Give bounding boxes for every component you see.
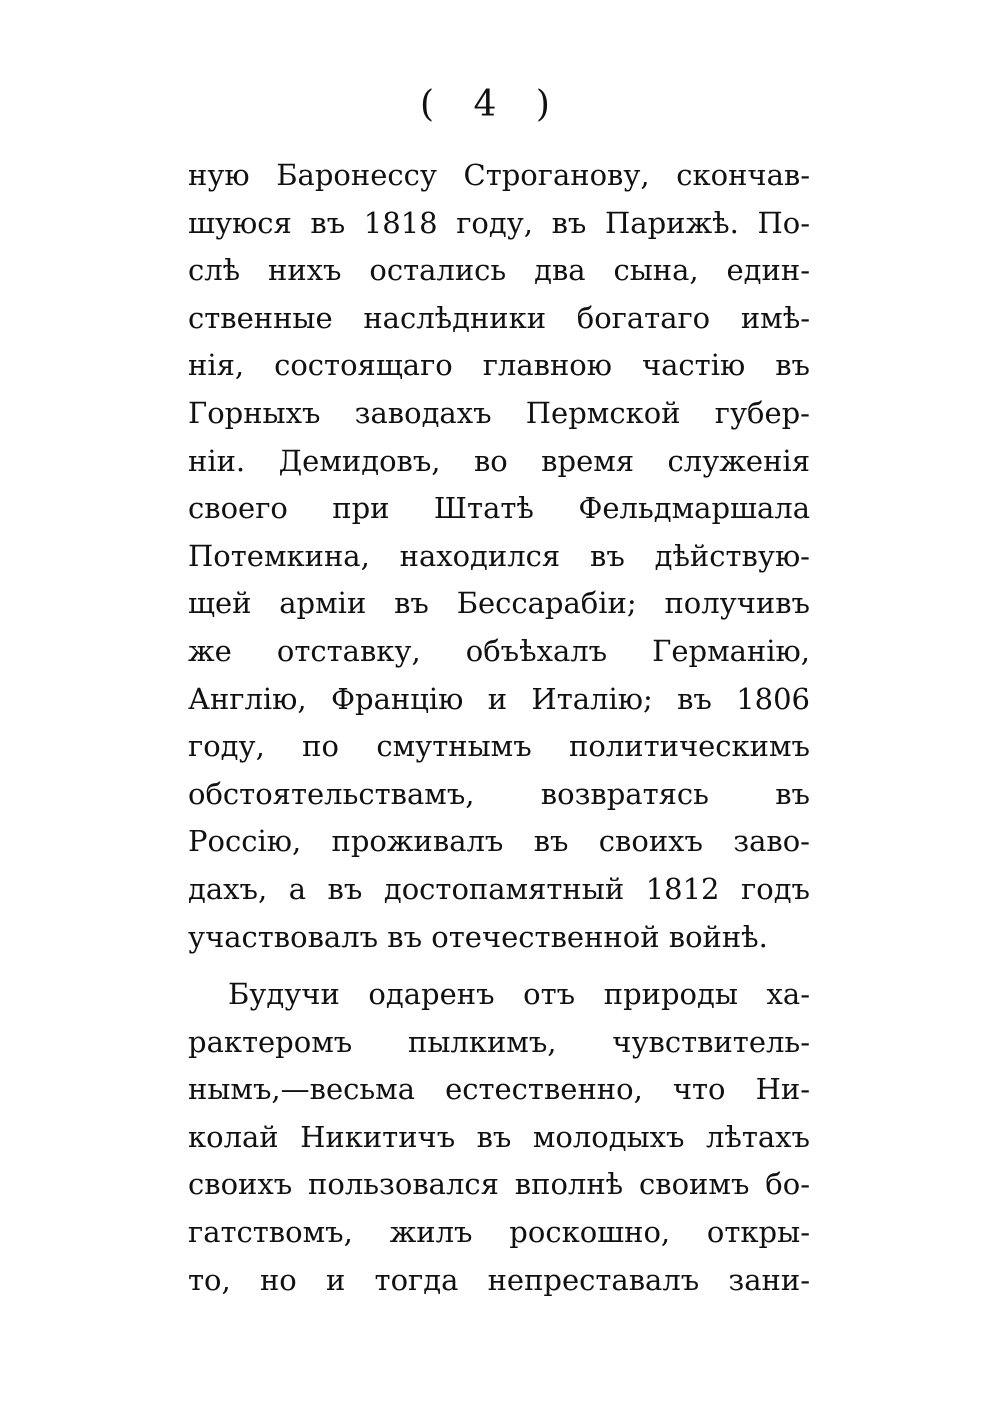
- text-line: гатствомъ, жилъ роскошно, откры-: [188, 1215, 810, 1250]
- text-line: своего при Штатѣ Фельдмаршала: [188, 491, 810, 526]
- text-line: Англію, Францію и Италію; въ 1806: [188, 681, 810, 716]
- text-line: дахъ, а въ достопамятный 1812 годъ: [188, 871, 810, 906]
- text-line: нія, состоящаго главною частію въ: [188, 348, 810, 383]
- text-line: колай Никитичъ въ молодыхъ лѣтахъ: [188, 1119, 810, 1154]
- body-text: [188, 152, 810, 1304]
- paragraph-2: [188, 971, 810, 1304]
- text-line: Россію, проживалъ въ своихъ заво-: [188, 824, 810, 859]
- text-line: Потемкина, находился въ дѣйствую-: [188, 538, 810, 573]
- page-number: ( 4 ): [420, 84, 564, 125]
- text-line: слѣ нихъ остались два сына, един-: [188, 253, 810, 288]
- text-line: ную Баронессу Строганову, скончав-: [188, 158, 810, 192]
- text-line: ніи. Демидовъ, во время служенія: [188, 443, 810, 478]
- text-line: участвовалъ въ отечественной войнѣ.: [188, 919, 768, 954]
- text-line: же отставку, объѣхалъ Германію,: [188, 633, 810, 668]
- text-line: Горныхъ заводахъ Пермской губер-: [188, 395, 810, 430]
- text-line: щей арміи въ Бессарабіи; получивъ: [188, 586, 810, 621]
- text-line: своихъ пользовался вполнѣ своимъ бо-: [188, 1167, 810, 1202]
- text-line: Будучи одаренъ отъ природы ха-: [228, 977, 810, 1012]
- paragraph-1: [188, 152, 810, 961]
- text-line: нымъ,—весьма естественно, что Ни-: [188, 1072, 810, 1107]
- paragraph-gap: [188, 961, 810, 971]
- text-line: ственные наслѣдники богатаго имѣ-: [188, 300, 810, 335]
- text-line: рактеромъ пылкимъ, чувствитель-: [188, 1024, 810, 1059]
- text-line: то, но и тогда непреставалъ зани-: [188, 1262, 810, 1297]
- text-line: году, по смутнымъ политическимъ: [188, 729, 810, 764]
- text-line: шуюся въ 1818 году, въ Парижѣ. По-: [188, 205, 810, 240]
- text-line: обстоятельствамъ, возвратясь въ: [188, 776, 810, 811]
